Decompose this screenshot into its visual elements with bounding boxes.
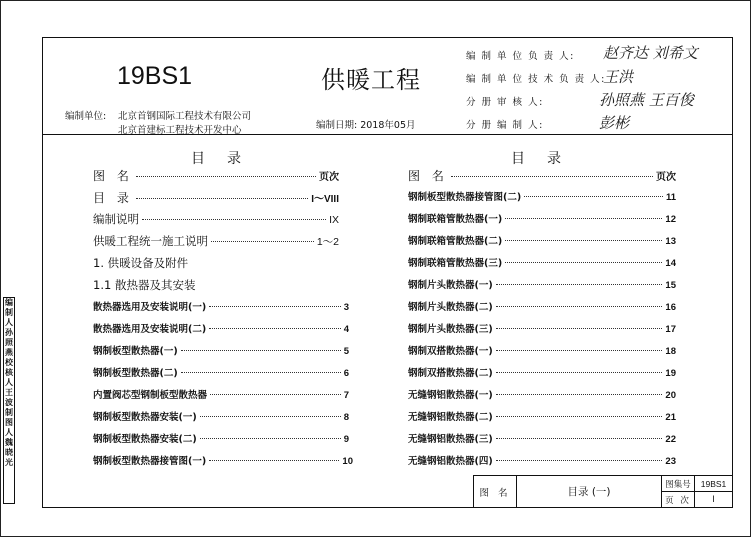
atlas-code: 19BS1 [117,62,193,90]
toc-entry: 图 名 页次 [408,169,676,183]
toc-entry[interactable]: 散热器选用及安装说明(二) 4 [93,324,349,335]
signature: 王洪 [603,68,634,86]
atlas-title: 供暖工程 [321,66,421,94]
toc-entry[interactable]: 钢制板型散热器接管图(二) 11 [408,192,676,203]
toc-section: 1.1 散热器及其安装 [93,278,196,292]
signoff-role: 编 制 单 位 技 术 负 责 人: [466,74,606,85]
toc-entry[interactable]: 钢制板型散热器安装(二) 9 [93,434,349,445]
toc-entry[interactable]: 目 录 I～VIII [93,191,339,205]
toc-entry[interactable]: 无缝钢铝散热器(三) 22 [408,434,676,445]
title-header [43,38,732,135]
tb-name-value: 目录 (一) [517,476,662,507]
org-name-1: 北京首钢国际工程技术有限公司 [118,111,252,122]
toc-entry[interactable]: 钢制联箱管散热器(二) 13 [408,236,676,247]
toc-heading-left: 目录 [191,151,263,167]
toc-entry[interactable]: 钢制板型散热器(一) 5 [93,346,349,357]
toc-entry[interactable]: 钢制板型散热器(二) 6 [93,368,349,379]
toc-entry[interactable]: 钢制片头散热器(二) 16 [408,302,676,313]
signature-strip-text: 编制人孙照燕校核人王 波制图人魏晓光 [5,298,13,467]
tb-atlas-value: 19BS1 [695,476,732,492]
tb-name-label: 图 名 [474,476,517,507]
org-label: 编制单位: [65,111,107,122]
toc-entry[interactable]: 内置阀芯型钢制板型散热器 7 [93,390,349,401]
toc-entry[interactable]: 无缝钢铝散热器(四) 23 [408,456,676,467]
drawing-frame [42,37,733,508]
tb-page-value: I [712,494,715,505]
toc-entry[interactable]: 编制说明 IX [93,212,339,226]
toc-section: 1. 供暖设备及附件 [93,256,189,270]
toc-entry[interactable]: 钢制片头散热器(一) 15 [408,280,676,291]
signoff-role: 分 册 审 核 人: [466,97,544,108]
toc-entry[interactable]: 钢制板型散热器安装(一) 8 [93,412,349,423]
org-name-2: 北京首建标工程技术开发中心 [118,125,242,136]
toc-entry[interactable]: 散热器选用及安装说明(一) 3 [93,302,349,313]
signature: 彭彬 [599,114,630,132]
toc-entry[interactable]: 钢制联箱管散热器(一) 12 [408,214,676,225]
compile-date: 编制日期: 2018年05月 [316,120,416,131]
signature: 赵齐达 刘希文 [603,44,698,62]
signoff-role: 分 册 编 制 人: [466,120,544,131]
signature: 孙照燕 王百俊 [599,91,694,109]
tb-atlas-label: 图集号 [662,476,695,492]
toc-heading-right: 目录 [511,151,583,167]
toc-entry[interactable]: 供暖工程统一施工说明 1～2 [93,234,339,248]
toc-entry[interactable]: 钢制联箱管散热器(三) 14 [408,258,676,269]
toc-entry[interactable]: 钢制双搭散热器(二) 19 [408,368,676,379]
signature-strip [3,297,15,504]
tb-page-label: 页 次 [662,492,695,507]
toc-entry: 图 名 页次 [93,169,339,183]
toc-entry[interactable]: 无缝钢铝散热器(一) 20 [408,390,676,401]
toc-entry[interactable]: 无缝钢铝散热器(二) 21 [408,412,676,423]
toc-entry[interactable]: 钢制板型散热器接管图(一) 10 [93,456,353,467]
toc-entry[interactable]: 钢制片头散热器(三) 17 [408,324,676,335]
title-block [473,475,732,507]
signoff-role: 编 制 单 位 负 责 人: [466,51,575,62]
toc-entry[interactable]: 钢制双搭散热器(一) 18 [408,346,676,357]
